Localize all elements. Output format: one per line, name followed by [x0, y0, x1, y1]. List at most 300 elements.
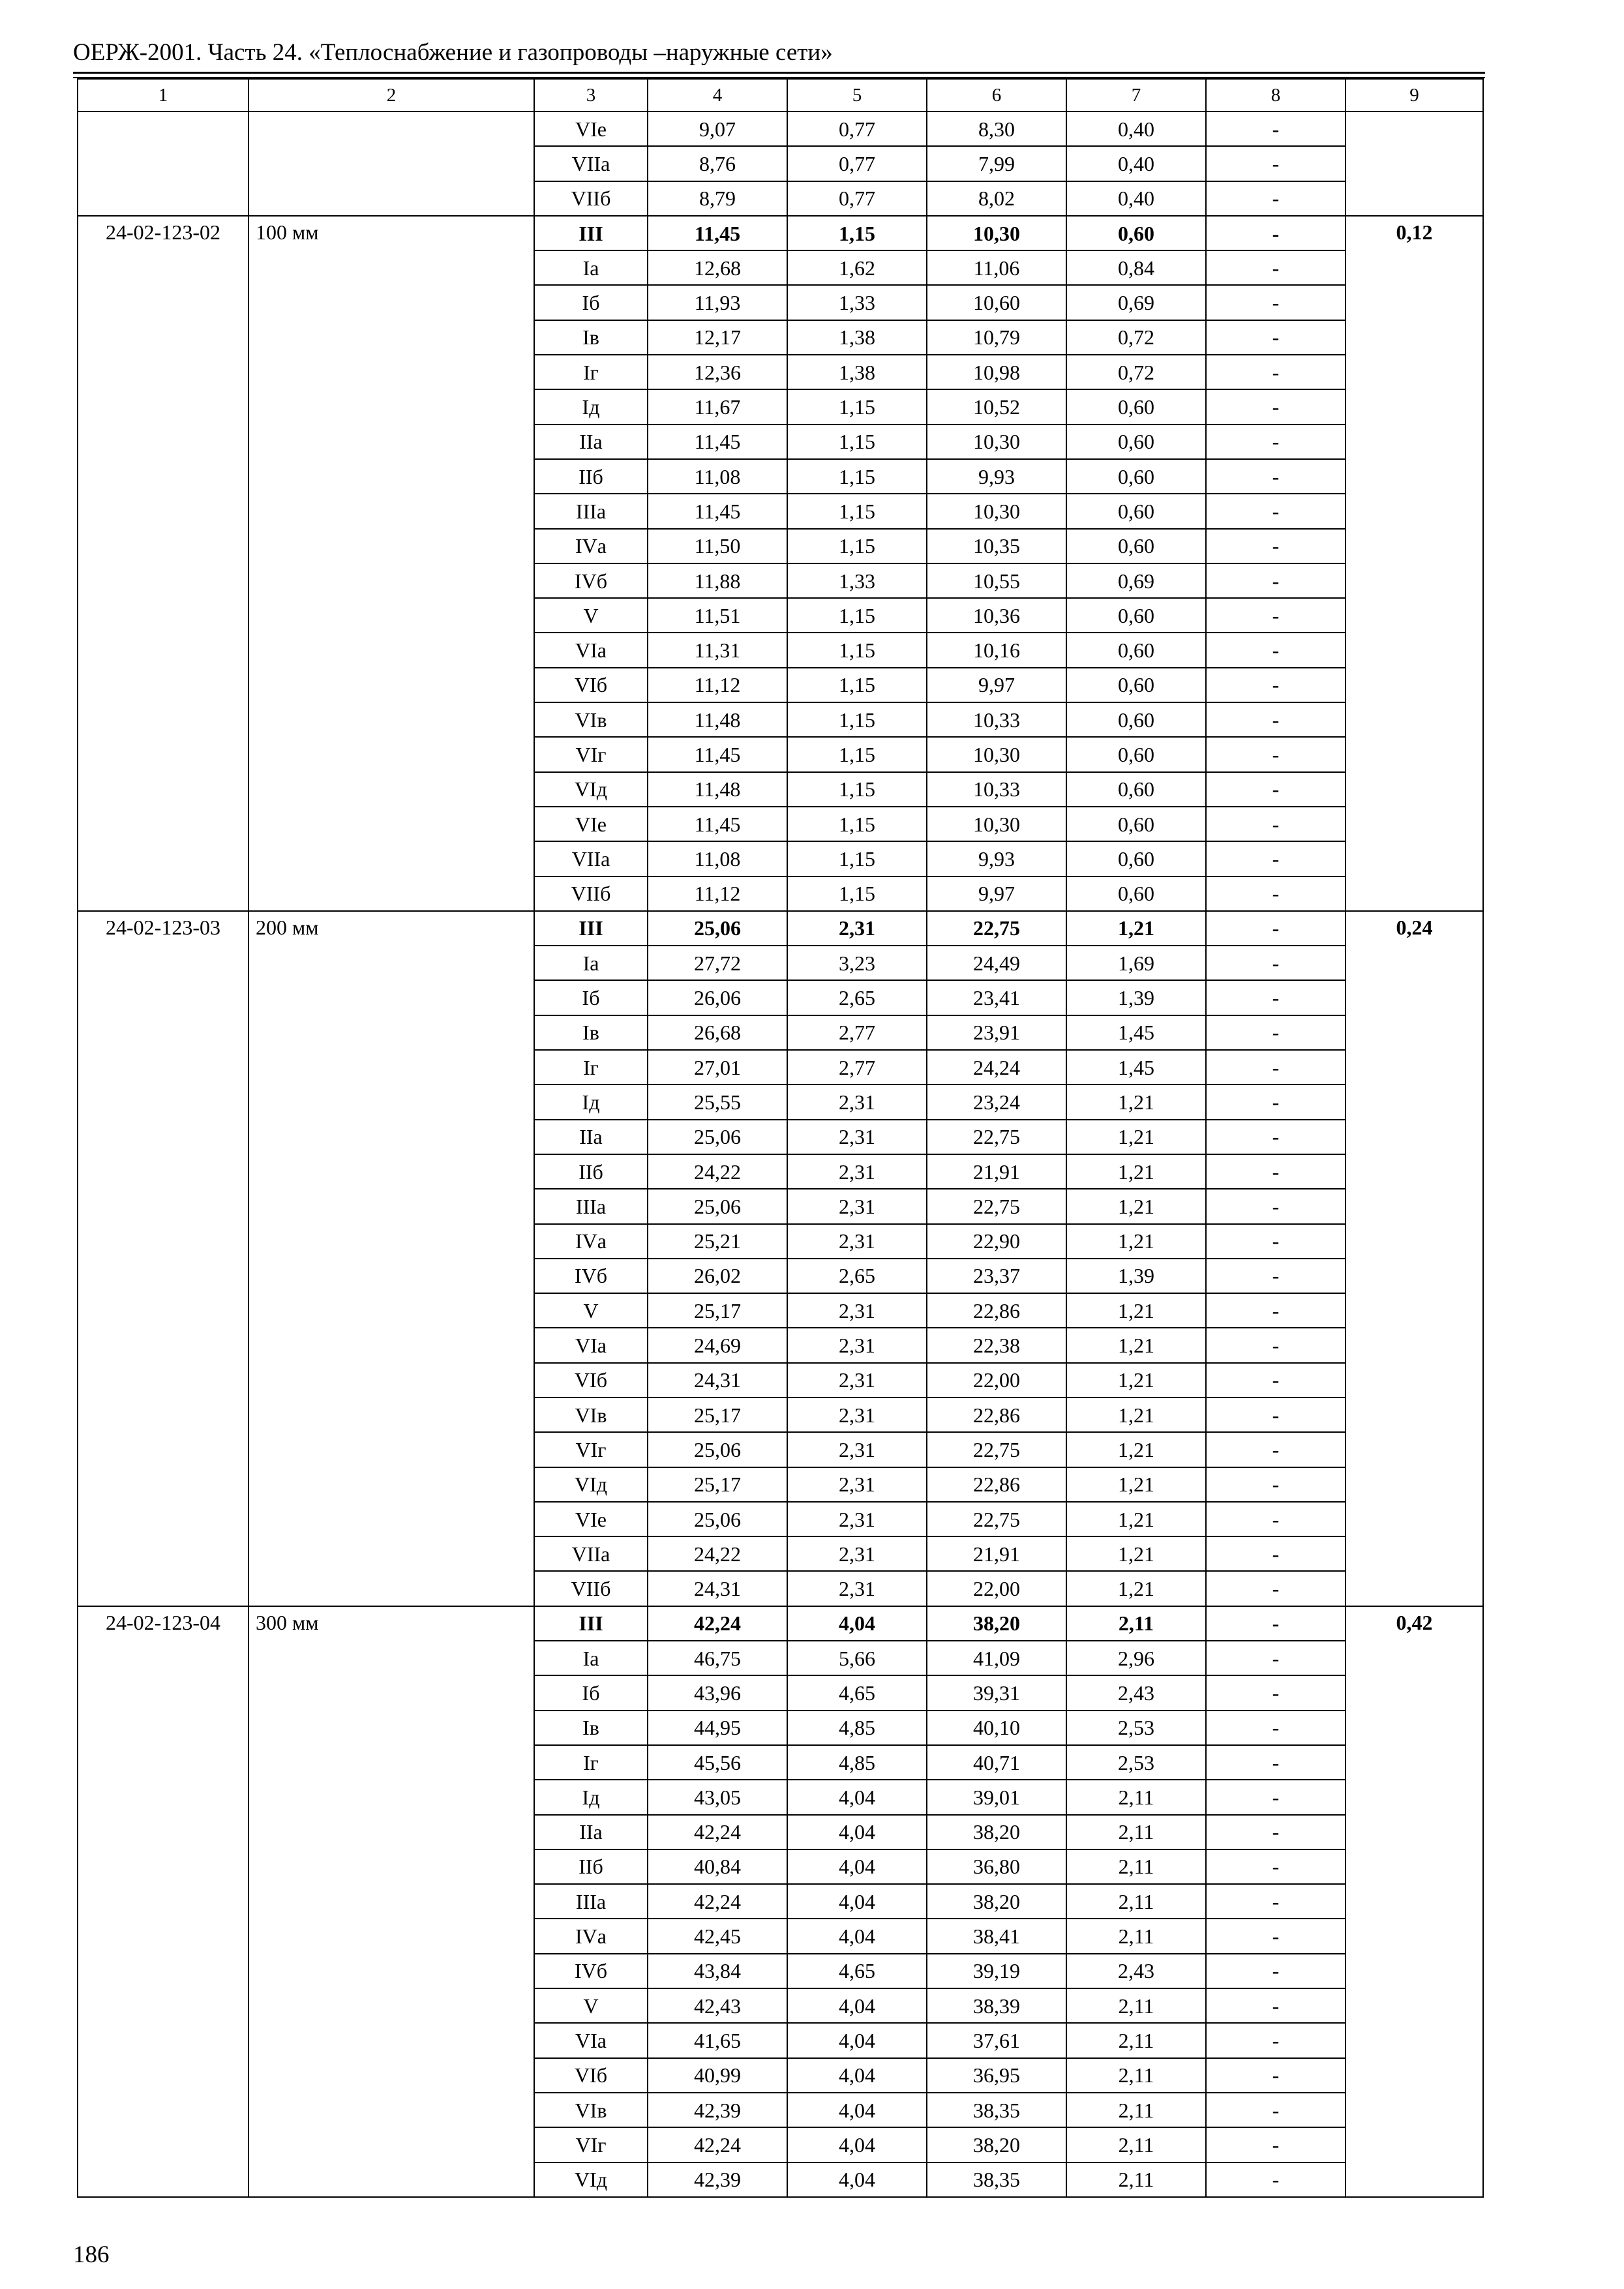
table-cell: VIIб: [534, 1571, 648, 1606]
table-row: [78, 112, 1483, 146]
table-cell: 10,16: [927, 633, 1066, 667]
table-cell: 0,77: [787, 146, 927, 181]
table-cell: 4,85: [787, 1745, 927, 1780]
table-cell: 2,31: [787, 1154, 927, 1189]
table-cell: 2,65: [787, 1259, 927, 1293]
table-cell: Iд: [534, 1780, 648, 1814]
table-cell: Iв: [534, 1015, 648, 1050]
table-cell: -: [1206, 1328, 1346, 1362]
table-cell: -: [1206, 841, 1346, 876]
column-number: 5: [787, 79, 927, 112]
table-cell: 25,17: [648, 1293, 787, 1328]
table-cell: 2,11: [1066, 1849, 1206, 1884]
rate-code-cell: [78, 112, 248, 216]
table-cell: 2,31: [787, 1363, 927, 1398]
table-cell: 2,31: [787, 1328, 927, 1362]
table-cell: 1,21: [1066, 1328, 1206, 1362]
table-cell: 0,77: [787, 112, 927, 146]
table-cell: 11,50: [648, 529, 787, 563]
table-cell: 22,00: [927, 1363, 1066, 1398]
table-cell: 2,31: [787, 1432, 927, 1467]
table-cell: 0,60: [1066, 389, 1206, 424]
table-cell: 2,53: [1066, 1745, 1206, 1780]
table-cell: -: [1206, 737, 1346, 771]
table-cell: 1,21: [1066, 1154, 1206, 1189]
table-cell: 11,67: [648, 389, 787, 424]
table-cell: 26,06: [648, 980, 787, 1015]
rate-code-cell: 24-02-123-03: [78, 911, 248, 1606]
table-cell: -: [1206, 633, 1346, 667]
table-cell: 11,08: [648, 459, 787, 494]
table-cell: 4,04: [787, 2127, 927, 2162]
table-cell: 25,06: [648, 911, 787, 946]
table-cell: 5,66: [787, 1641, 927, 1675]
table-cell: -: [1206, 1988, 1346, 2023]
table-cell: 1,21: [1066, 1432, 1206, 1467]
table-cell: 4,65: [787, 1954, 927, 1988]
table-cell: VIIа: [534, 841, 648, 876]
table-cell: 1,39: [1066, 980, 1206, 1015]
table-cell: -: [1206, 1536, 1346, 1571]
table-cell: 11,08: [648, 841, 787, 876]
table-cell: 12,17: [648, 320, 787, 355]
table-cell: 10,79: [927, 320, 1066, 355]
table-cell: VIв: [534, 2093, 648, 2127]
column-9-cell: 0,12: [1346, 216, 1483, 911]
table-cell: 2,31: [787, 1571, 927, 1606]
table-cell: 11,45: [648, 425, 787, 459]
table-cell: 1,21: [1066, 1467, 1206, 1502]
table-cell: -: [1206, 285, 1346, 320]
table-cell: -: [1206, 1259, 1346, 1293]
table-cell: 0,40: [1066, 181, 1206, 216]
table-cell: VIб: [534, 1363, 648, 1398]
table-cell: -: [1206, 946, 1346, 980]
table-cell: 9,07: [648, 112, 787, 146]
table-cell: 25,06: [648, 1120, 787, 1154]
table-cell: 21,91: [927, 1154, 1066, 1189]
table-cell: 2,53: [1066, 1711, 1206, 1745]
table-cell: 11,12: [648, 668, 787, 702]
table-cell: 9,97: [927, 668, 1066, 702]
table-cell: 2,31: [787, 1467, 927, 1502]
table-cell: VIIа: [534, 146, 648, 181]
table-cell: 1,21: [1066, 1502, 1206, 1536]
table-cell: 2,11: [1066, 2023, 1206, 2057]
column-number: 4: [648, 79, 787, 112]
table-cell: 12,36: [648, 355, 787, 389]
table-cell: IIIа: [534, 494, 648, 528]
table-cell: IIIа: [534, 1884, 648, 1919]
page-number: 186: [73, 2241, 110, 2268]
table-cell: VIе: [534, 807, 648, 841]
table-cell: -: [1206, 911, 1346, 946]
table-cell: 0,60: [1066, 459, 1206, 494]
table-cell: 38,20: [927, 2127, 1066, 2162]
table-cell: 11,48: [648, 772, 787, 807]
table-cell: 25,06: [648, 1502, 787, 1536]
table-cell: 1,21: [1066, 1536, 1206, 1571]
table-cell: 1,15: [787, 702, 927, 737]
table-cell: VIд: [534, 1467, 648, 1502]
table-cell: 11,31: [648, 633, 787, 667]
rate-name-cell: 300 мм: [248, 1606, 534, 2197]
table-cell: -: [1206, 146, 1346, 181]
column-number: 9: [1346, 79, 1483, 112]
table-cell: 24,22: [648, 1154, 787, 1189]
table-cell: 1,21: [1066, 1398, 1206, 1432]
table-cell: 40,84: [648, 1849, 787, 1884]
table-cell: 10,36: [927, 598, 1066, 633]
table-cell: -: [1206, 1502, 1346, 1536]
table-cell: -: [1206, 2023, 1346, 2057]
column-9-cell: 0,42: [1346, 1606, 1483, 2197]
table-cell: 1,21: [1066, 1189, 1206, 1223]
table-cell: VIа: [534, 633, 648, 667]
table-cell: 1,21: [1066, 1120, 1206, 1154]
table-cell: VIа: [534, 2023, 648, 2057]
table-cell: 39,31: [927, 1675, 1066, 1710]
table-cell: IVб: [534, 1259, 648, 1293]
table-cell: 0,60: [1066, 216, 1206, 250]
table-cell: -: [1206, 1745, 1346, 1780]
table-cell: VIб: [534, 668, 648, 702]
table-cell: 24,31: [648, 1571, 787, 1606]
table-cell: 46,75: [648, 1641, 787, 1675]
table-cell: 40,71: [927, 1745, 1066, 1780]
table-cell: 1,21: [1066, 911, 1206, 946]
table-cell: 1,15: [787, 668, 927, 702]
table-cell: VIIб: [534, 181, 648, 216]
table-cell: 11,06: [927, 250, 1066, 285]
table-cell: V: [534, 1293, 648, 1328]
table-cell: 10,33: [927, 702, 1066, 737]
table-cell: 4,04: [787, 2058, 927, 2093]
table-cell: 4,04: [787, 2093, 927, 2127]
table-cell: 7,99: [927, 146, 1066, 181]
table-cell: 8,30: [927, 112, 1066, 146]
table-cell: 42,24: [648, 2127, 787, 2162]
table-cell: 24,49: [927, 946, 1066, 980]
table-cell: 10,60: [927, 285, 1066, 320]
column-9-cell: [1346, 112, 1483, 216]
table-cell: 37,61: [927, 2023, 1066, 2057]
table-cell: -: [1206, 1085, 1346, 1119]
column-number: 8: [1206, 79, 1346, 112]
table-cell: 1,15: [787, 737, 927, 771]
table-cell: 4,65: [787, 1675, 927, 1710]
table-cell: 0,40: [1066, 146, 1206, 181]
table-cell: Iв: [534, 320, 648, 355]
table-cell: VIIа: [534, 1536, 648, 1571]
table-cell: 2,77: [787, 1015, 927, 1050]
table-cell: 40,99: [648, 2058, 787, 2093]
table-cell: 27,72: [648, 946, 787, 980]
table-cell: IVа: [534, 529, 648, 563]
table-cell: 11,88: [648, 563, 787, 598]
table-cell: -: [1206, 1432, 1346, 1467]
table-cell: 10,98: [927, 355, 1066, 389]
table-cell: IIа: [534, 1815, 648, 1849]
table-cell: 0,60: [1066, 876, 1206, 911]
table-cell: -: [1206, 355, 1346, 389]
table-cell: 12,68: [648, 250, 787, 285]
table-cell: 11,45: [648, 737, 787, 771]
table-cell: VIд: [534, 2162, 648, 2197]
table-cell: -: [1206, 1467, 1346, 1502]
table-cell: -: [1206, 181, 1346, 216]
table-cell: 1,15: [787, 633, 927, 667]
table-cell: Iд: [534, 1085, 648, 1119]
table-cell: 1,15: [787, 389, 927, 424]
table-cell: 0,72: [1066, 355, 1206, 389]
table-cell: VIг: [534, 737, 648, 771]
table-cell: -: [1206, 1050, 1346, 1085]
table-cell: 43,05: [648, 1780, 787, 1814]
column-number: 1: [78, 79, 248, 112]
table-cell: 42,43: [648, 1988, 787, 2023]
table-cell: 25,17: [648, 1467, 787, 1502]
table-cell: 1,15: [787, 494, 927, 528]
table-cell: 0,60: [1066, 807, 1206, 841]
table-cell: 2,11: [1066, 1988, 1206, 2023]
table-cell: 1,15: [787, 772, 927, 807]
table-cell: 9,93: [927, 459, 1066, 494]
table-cell: 2,31: [787, 1398, 927, 1432]
table-cell: -: [1206, 1224, 1346, 1259]
table-cell: VIе: [534, 1502, 648, 1536]
table-cell: 1,21: [1066, 1293, 1206, 1328]
document-header-title: ОЕРЖ-2001. Часть 24. «Теплоснабжение и газопроводы –наружные сети»: [73, 39, 833, 66]
table-cell: 45,56: [648, 1745, 787, 1780]
table-cell: 10,30: [927, 494, 1066, 528]
table-cell: -: [1206, 1154, 1346, 1189]
table-cell: 39,01: [927, 1780, 1066, 1814]
table-cell: 4,04: [787, 1815, 927, 1849]
table-cell: -: [1206, 1120, 1346, 1154]
table-cell: IVб: [534, 1954, 648, 1988]
table-cell: IVа: [534, 1224, 648, 1259]
table-cell: -: [1206, 563, 1346, 598]
table-cell: IIб: [534, 1154, 648, 1189]
table-cell: 2,11: [1066, 1919, 1206, 1953]
table-cell: 38,20: [927, 1884, 1066, 1919]
table-cell: -: [1206, 2162, 1346, 2197]
table-cell: 24,24: [927, 1050, 1066, 1085]
table-cell: 10,55: [927, 563, 1066, 598]
table-cell: 9,93: [927, 841, 1066, 876]
table-cell: Iг: [534, 355, 648, 389]
table-cell: 0,60: [1066, 425, 1206, 459]
table-cell: IIб: [534, 1849, 648, 1884]
table-cell: -: [1206, 250, 1346, 285]
table-cell: Iа: [534, 1641, 648, 1675]
table-cell: 2,31: [787, 1189, 927, 1223]
table-cell: 23,24: [927, 1085, 1066, 1119]
table-cell: Iб: [534, 285, 648, 320]
table-cell: 2,11: [1066, 2058, 1206, 2093]
table-row: [78, 1606, 1483, 1641]
table-cell: 0,60: [1066, 841, 1206, 876]
table-cell: VIа: [534, 1328, 648, 1362]
table-cell: -: [1206, 598, 1346, 633]
table-cell: 22,38: [927, 1328, 1066, 1362]
table-cell: 11,12: [648, 876, 787, 911]
table-cell: Iб: [534, 1675, 648, 1710]
table-cell: 0,60: [1066, 494, 1206, 528]
table-cell: -: [1206, 425, 1346, 459]
table-cell: -: [1206, 459, 1346, 494]
table-cell: -: [1206, 807, 1346, 841]
table-cell: 1,45: [1066, 1015, 1206, 1050]
header-rule-thick: [73, 72, 1485, 74]
table-cell: 11,45: [648, 494, 787, 528]
table-cell: 1,15: [787, 876, 927, 911]
table-cell: IIIа: [534, 1189, 648, 1223]
table-cell: 0,84: [1066, 250, 1206, 285]
column-number: 3: [534, 79, 648, 112]
table-cell: VIе: [534, 112, 648, 146]
table-cell: 22,86: [927, 1467, 1066, 1502]
table-cell: 9,97: [927, 876, 1066, 911]
table-cell: -: [1206, 1815, 1346, 1849]
table-cell: V: [534, 598, 648, 633]
table-cell: 4,04: [787, 1606, 927, 1641]
table-cell: 0,60: [1066, 598, 1206, 633]
table-cell: III: [534, 911, 648, 946]
column-number-row: [78, 79, 1483, 112]
table-cell: 25,17: [648, 1398, 787, 1432]
table-cell: 22,75: [927, 1432, 1066, 1467]
table-cell: VIг: [534, 1432, 648, 1467]
table-cell: -: [1206, 1849, 1346, 1884]
table-cell: 10,30: [927, 807, 1066, 841]
table-cell: 44,95: [648, 1711, 787, 1745]
table-cell: Iа: [534, 946, 648, 980]
table-cell: Iд: [534, 389, 648, 424]
column-number: 7: [1066, 79, 1206, 112]
column-number: 6: [927, 79, 1066, 112]
table-cell: 4,04: [787, 1919, 927, 1953]
table-cell: -: [1206, 2093, 1346, 2127]
table-cell: IIб: [534, 459, 648, 494]
table-cell: 0,60: [1066, 529, 1206, 563]
table-cell: -: [1206, 1954, 1346, 1988]
table-cell: 1,21: [1066, 1571, 1206, 1606]
table-cell: 1,15: [787, 598, 927, 633]
table-cell: -: [1206, 1398, 1346, 1432]
table-cell: 8,76: [648, 146, 787, 181]
table-cell: -: [1206, 772, 1346, 807]
table-cell: 2,96: [1066, 1641, 1206, 1675]
table-cell: IIа: [534, 425, 648, 459]
rates-table: [77, 78, 1484, 2198]
table-cell: 4,04: [787, 2023, 927, 2057]
table-cell: -: [1206, 1919, 1346, 1953]
table-cell: 1,38: [787, 320, 927, 355]
table-cell: 10,30: [927, 216, 1066, 250]
table-cell: -: [1206, 1015, 1346, 1050]
table-cell: IIа: [534, 1120, 648, 1154]
table-cell: 2,11: [1066, 2127, 1206, 2162]
table-cell: 2,31: [787, 1536, 927, 1571]
table-cell: -: [1206, 876, 1346, 911]
table-cell: -: [1206, 216, 1346, 250]
table-cell: 25,06: [648, 1189, 787, 1223]
table-cell: 10,33: [927, 772, 1066, 807]
column-9-cell: 0,24: [1346, 911, 1483, 1606]
table-cell: 1,39: [1066, 1259, 1206, 1293]
table-cell: -: [1206, 1884, 1346, 1919]
table-cell: 1,62: [787, 250, 927, 285]
table-cell: 1,15: [787, 841, 927, 876]
table-cell: 40,10: [927, 1711, 1066, 1745]
column-number: 2: [248, 79, 534, 112]
table-cell: 27,01: [648, 1050, 787, 1085]
table-cell: 2,31: [787, 1293, 927, 1328]
table-cell: IVб: [534, 563, 648, 598]
table-cell: 2,43: [1066, 1675, 1206, 1710]
table-cell: 41,65: [648, 2023, 787, 2057]
table-cell: 11,45: [648, 807, 787, 841]
table-cell: 23,37: [927, 1259, 1066, 1293]
table-cell: 2,65: [787, 980, 927, 1015]
table-cell: 0,72: [1066, 320, 1206, 355]
table-cell: 2,31: [787, 1085, 927, 1119]
table-cell: Iг: [534, 1050, 648, 1085]
table-cell: 22,90: [927, 1224, 1066, 1259]
table-cell: V: [534, 1988, 648, 2023]
table-cell: 22,75: [927, 1120, 1066, 1154]
table-cell: 42,24: [648, 1815, 787, 1849]
table-cell: 38,35: [927, 2162, 1066, 2197]
table-cell: 25,55: [648, 1085, 787, 1119]
table-cell: III: [534, 1606, 648, 1641]
table-cell: Iб: [534, 980, 648, 1015]
table-cell: 38,20: [927, 1606, 1066, 1641]
table-cell: -: [1206, 529, 1346, 563]
table-cell: VIв: [534, 702, 648, 737]
table-cell: 39,19: [927, 1954, 1066, 1988]
table-cell: 1,45: [1066, 1050, 1206, 1085]
table-cell: 1,21: [1066, 1224, 1206, 1259]
table-cell: 10,52: [927, 389, 1066, 424]
table-cell: 0,60: [1066, 702, 1206, 737]
table-cell: 2,11: [1066, 2093, 1206, 2127]
table-cell: 4,04: [787, 2162, 927, 2197]
table-cell: 36,95: [927, 2058, 1066, 2093]
rates-table-body: [78, 79, 1483, 2197]
table-cell: -: [1206, 2058, 1346, 2093]
table-cell: 42,24: [648, 1606, 787, 1641]
table-cell: 0,60: [1066, 633, 1206, 667]
table-cell: 38,35: [927, 2093, 1066, 2127]
table-cell: 10,35: [927, 529, 1066, 563]
table-cell: 2,31: [787, 1120, 927, 1154]
table-cell: 2,31: [787, 911, 927, 946]
table-cell: 42,45: [648, 1919, 787, 1953]
table-cell: 10,30: [927, 737, 1066, 771]
table-cell: 36,80: [927, 1849, 1066, 1884]
rate-name-cell: 200 мм: [248, 911, 534, 1606]
table-cell: -: [1206, 389, 1346, 424]
table-cell: VIIб: [534, 876, 648, 911]
table-cell: 1,15: [787, 425, 927, 459]
table-cell: 24,31: [648, 1363, 787, 1398]
table-cell: 22,75: [927, 911, 1066, 946]
table-cell: 2,11: [1066, 1815, 1206, 1849]
table-cell: -: [1206, 1675, 1346, 1710]
